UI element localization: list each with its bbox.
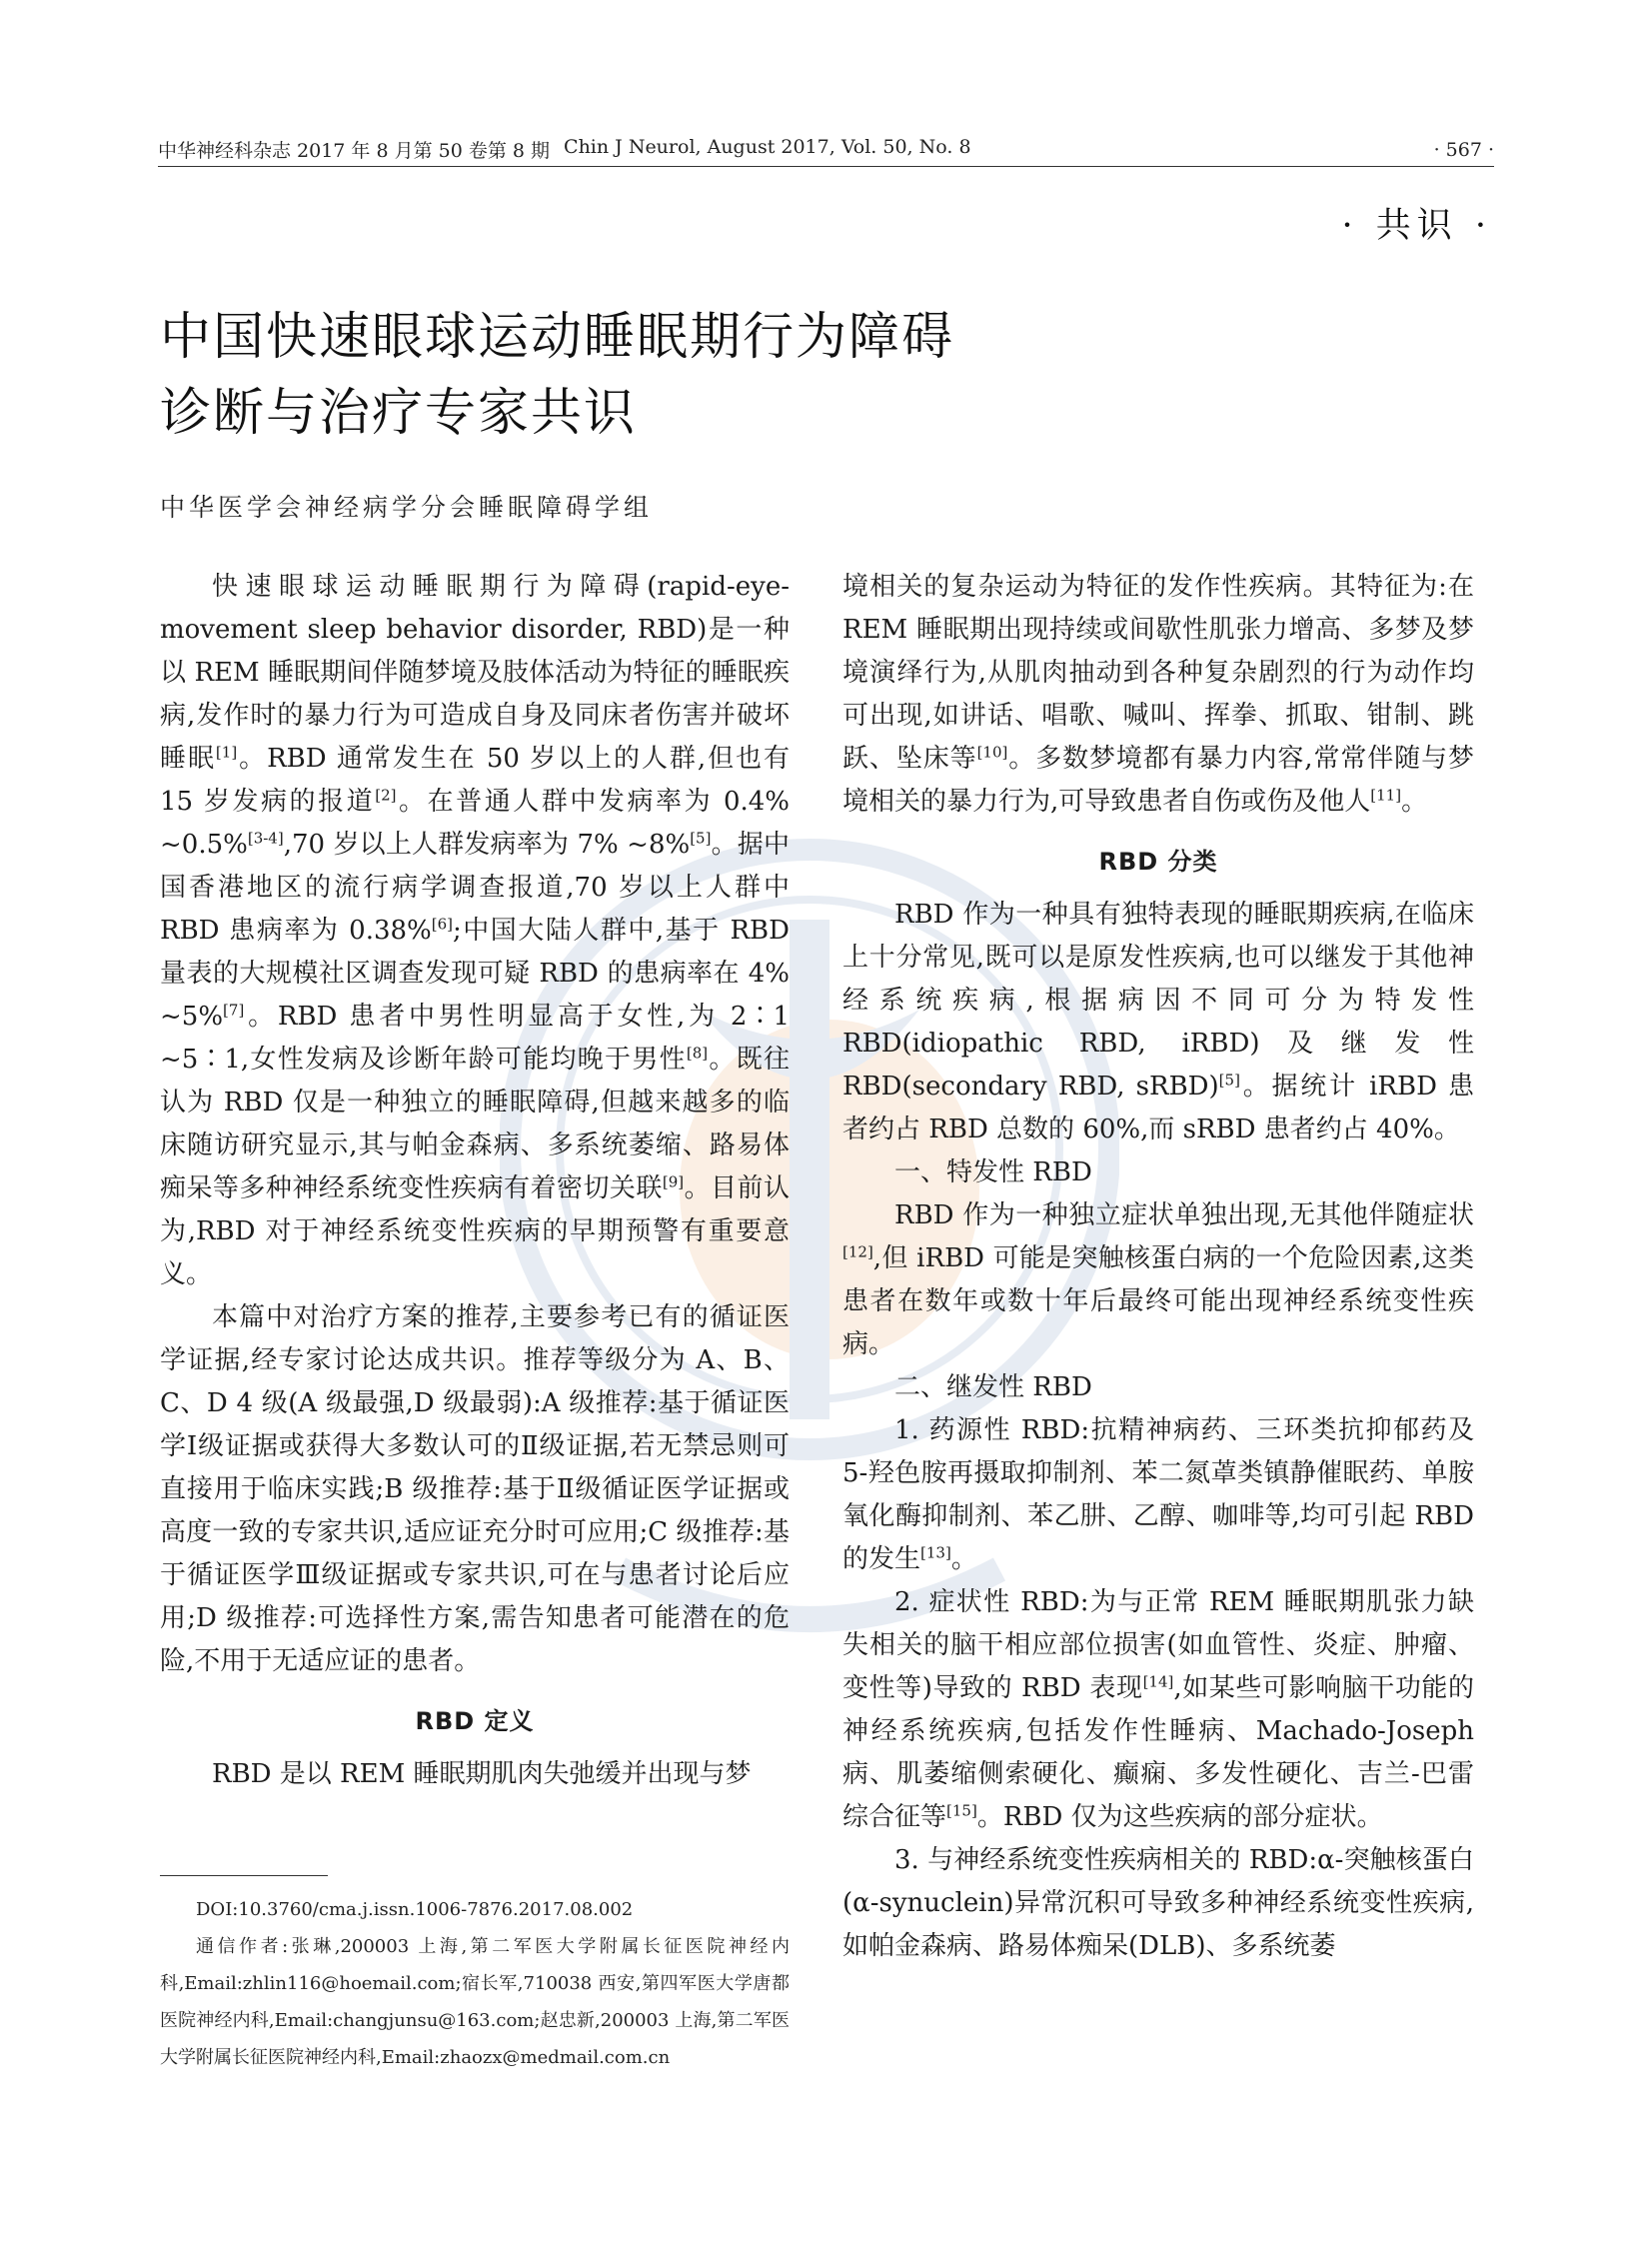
heading-classification: RBD 分类 xyxy=(1098,848,1218,876)
citation[interactable]: [5] xyxy=(690,829,712,848)
left-column xyxy=(160,566,790,1796)
definition-paragraph-start: RBD 是以 REM 睡眠期肌肉失弛缓并出现与梦 xyxy=(212,1759,752,1789)
citation[interactable]: [15] xyxy=(946,1801,977,1820)
citation[interactable]: [10] xyxy=(976,743,1008,762)
intro-paragraph-1: 快速眼球运动睡眠期行为障碍(rapid-eye-movement sleep behavior disorder, RBD)是一种以 REM 睡眠期间伴随梦境及肢体活动为特征的睡眠疾病,发作时的暴力行为可造成自身及同床者伤害并破坏睡眠[1]。RBD 通常发生在 50 岁以上的人群,但也有 15 岁发病的报道[2]。在普通人群中发病率为 0.4% ~0.5%[3-4],70 岁以上人群发病率为 7% ~8%[5]。据中国香港地区的流行病学调查报道,70 岁以上人群中 RBD 患病率为 0.38%[6];中国大陆人群中,基于 RBD 量表的大规模社区调查发现可疑 RBD 的患病率在 4% ~5%[7]。RBD 患者中男性明显高于女性,为 2∶1 ~5∶1,女性发病及诊断年龄可能均晚于男性[8]。既往认为 RBD 仅是一种独立的睡眠障碍,但越来越多的临床随访研究显示,其与帕金森病、多系统萎缩、路易体痴呆等多种神经系统变性疾病有着密切关联[9]。目前认为,RBD 对于神经系统变性疾病的早期预警有重要意义。 xyxy=(160,572,790,1289)
citation[interactable]: [8] xyxy=(686,1044,709,1063)
title-line-1: 中国快速眼球运动睡眠期行为障碍 xyxy=(160,308,955,367)
secondary-item-2: 2. 症状性 RBD:为与正常 REM 睡眠期肌张力缺失相关的脑干相应部位损害(如血管性、炎症、肿瘤、变性等)导致的 RBD 表现[14],如某些可影响脑干功能的神经系统疾病,包括发作性睡病、Machado-Joseph 病、肌萎缩侧索硬化、癫痫、多发性硬化、吉兰-巴雷综合征等[15]。RBD 仅为这些疾病的部分症状。 xyxy=(842,1587,1475,1832)
citation[interactable]: [12] xyxy=(842,1242,873,1261)
footnote-divider xyxy=(160,1875,328,1876)
citation[interactable]: [1] xyxy=(215,743,238,762)
author-group: 中华医学会神经病学分会睡眠障碍学组 xyxy=(160,493,654,522)
citation[interactable]: [3-4] xyxy=(247,829,284,848)
citation[interactable]: [9] xyxy=(662,1172,685,1191)
idiopathic-paragraph: RBD 作为一种独立症状单独出现,无其他伴随症状[12],但 iRBD 可能是突触核蛋白病的一个危险因素,这类患者在数年或数十年后最终可能出现神经系统变性疾病。 xyxy=(842,1200,1474,1359)
right-column xyxy=(842,566,1474,1968)
definition-paragraph-cont: 境相关的复杂运动为特征的发作性疾病。其特征为:在 REM 睡眠期出现持续或间歇性肌张力增高、多梦及梦境演绎行为,从肌肉抽动到各种复杂剧烈的行为动作均可出现,如讲话、唱歌、喊叫、挥拳、抓取、钳制、跳跃、坠床等[10]。多数梦境都有暴力内容,常常伴随与梦境相关的暴力行为,可导致患者自伤或伤及他人[11]。 xyxy=(842,572,1474,817)
journal-name-en: Chin J Neurol, August 2017, Vol. 50, No. 8 xyxy=(564,136,971,158)
section-tag: · 共识 · xyxy=(1341,206,1492,246)
journal-name-cn: 中华神经科杂志 2017 年 8 月第 50 卷第 8 期 xyxy=(158,140,551,162)
citation[interactable]: [2] xyxy=(375,786,397,805)
intro-paragraph-2: 本篇中对治疗方案的推荐,主要参考已有的循证医学证据,经专家讨论达成共识。推荐等级分为 A、B、C、D 4 级(A 级最强,D 级最弱):A 级推荐:基于循证医学Ⅰ级证据或获得大多数认可的Ⅱ级证据,若无禁忌则可直接用于临床实践;B 级推荐:基于Ⅱ级循证医学证据或高度一致的专家共识,适应证充分时可应用;C 级推荐:基于循证医学Ⅲ级证据或专家共识,可在与患者讨论后应用;D 级推荐:可选择性方案,需告知患者可能潜在的危险,不用于无适应证的患者。 xyxy=(160,1302,790,1676)
secondary-item-3: 3. 与神经系统变性疾病相关的 RBD:α-突触核蛋白(α-synuclein)异常沉积可导致多种神经系统变性疾病,如帕金森病、路易体痴呆(DLB)、多系统萎 xyxy=(842,1845,1474,1961)
header-divider xyxy=(158,166,1494,167)
running-head xyxy=(158,136,1494,163)
heading-definition: RBD 定义 xyxy=(415,1707,535,1735)
article-title xyxy=(160,300,1259,452)
classification-paragraph: RBD 作为一种具有独特表现的睡眠期疾病,在临床上十分常见,既可以是原发性疾病,也可以继发于其他神经系统疾病,根据病因不同可分为特发性 RBD(idiopathic RBD, iRBD)及继发性 RBD(secondary RBD, sRBD)[5]。据统计 iRBD 患者约占 RBD 总数的 60%,而 sRBD 患者约占 40%。 xyxy=(842,900,1474,1144)
subheading-idiopathic: 一、特发性 RBD xyxy=(894,1157,1092,1187)
corresponding-author: 通信作者:张琳,200003 上海,第二军医大学附属长征医院神经内科,Email:zhlin116@hoemail.com;宿长军,710038 西安,第四军医大学唐都医院神经内科,Email:changjunsu@163.com;赵忠新,200003 上海,第二军医大学附属长征医院神经内科,Email:zhaozx@medmail.com.cn xyxy=(160,1936,790,2068)
citation[interactable]: [5] xyxy=(1218,1071,1240,1090)
citation[interactable]: [6] xyxy=(431,915,453,934)
footnotes xyxy=(160,1891,790,2076)
title-line-2: 诊断与治疗专家共识 xyxy=(160,384,638,443)
subheading-secondary: 二、继发性 RBD xyxy=(894,1372,1092,1402)
citation[interactable]: [14] xyxy=(1142,1672,1174,1691)
citation[interactable]: [7] xyxy=(223,1001,245,1020)
secondary-item-1: 1. 药源性 RBD:抗精神病药、三环类抗抑郁药及 5-羟色胺再摄取抑制剂、苯二氮䓬类镇静催眠药、单胺氧化酶抑制剂、苯乙肼、乙醇、咖啡等,均可引起 RBD 的发生[13]。 xyxy=(842,1415,1474,1574)
citation[interactable]: [11] xyxy=(1370,786,1402,805)
citation[interactable]: [13] xyxy=(920,1543,951,1562)
doi-line[interactable]: DOI:10.3760/cma.j.issn.1006-7876.2017.08.002 xyxy=(196,1899,634,1920)
page-number: · 567 · xyxy=(1433,138,1494,161)
